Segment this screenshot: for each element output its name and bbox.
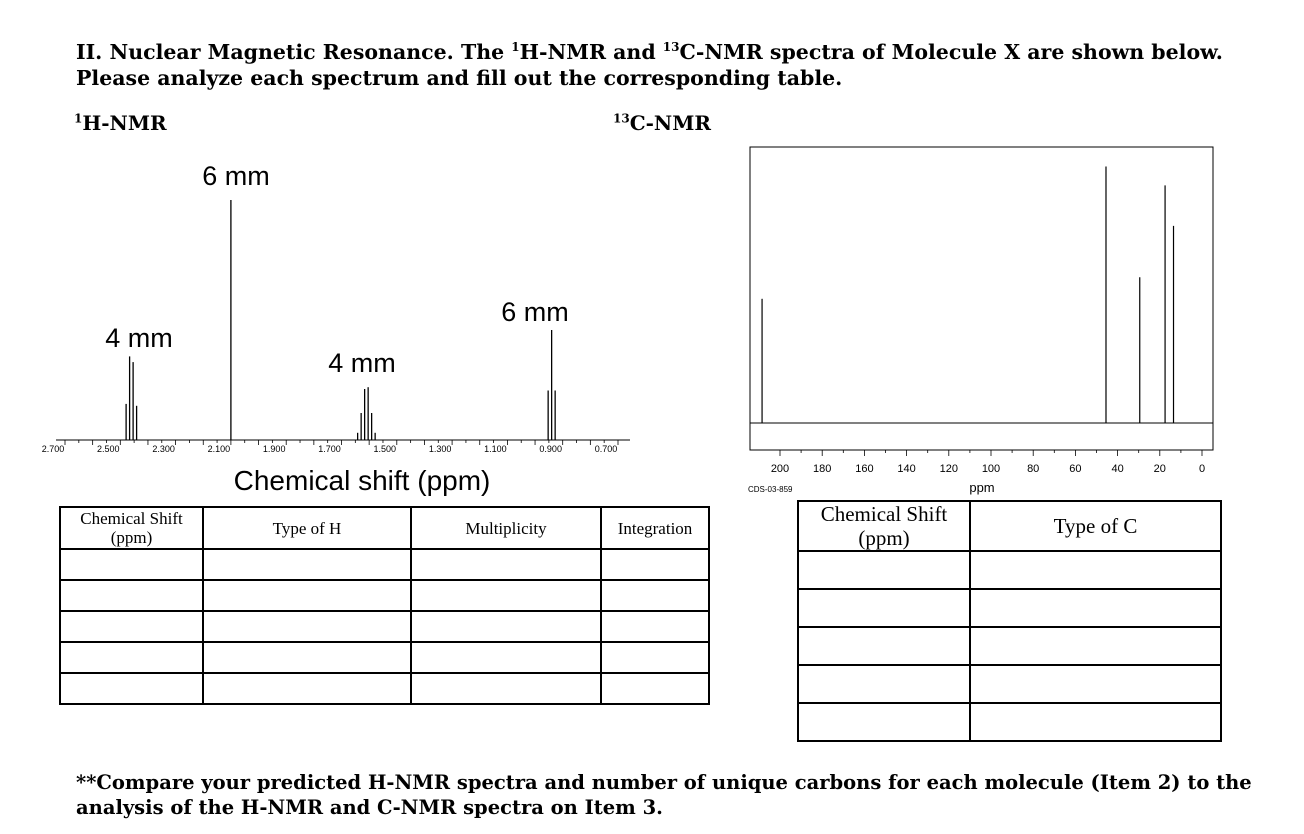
heading-line2: Please analyze each spectrum and fill out the corresponding table. [76, 65, 843, 90]
table-cell[interactable] [798, 665, 970, 703]
question-heading [76, 34, 1256, 91]
table-cell[interactable] [411, 549, 601, 580]
c-col-shift: Chemical Shift (ppm) [798, 501, 970, 551]
table-cell[interactable] [970, 589, 1221, 627]
c-x-axis-label: ppm [969, 480, 995, 495]
h-nmr-spectrum [41, 140, 690, 500]
table-cell[interactable] [798, 551, 970, 589]
table-cell[interactable] [203, 642, 411, 673]
table-cell[interactable] [601, 673, 709, 704]
h-col-shift: Chemical Shift (ppm) [60, 507, 203, 549]
c-tick-label: 0 [1198, 463, 1206, 475]
table-cell[interactable] [970, 703, 1221, 741]
table-cell[interactable] [970, 551, 1221, 589]
table-cell[interactable] [411, 580, 601, 611]
h-tick-label: 2.100 [207, 444, 231, 454]
c-tick-label: 40 [1111, 463, 1124, 475]
table-cell[interactable] [411, 673, 601, 704]
h-col-type: Type of H [203, 507, 411, 549]
table-cell[interactable] [601, 611, 709, 642]
table-row [798, 589, 1221, 627]
h-tick-label: 2.300 [152, 444, 175, 454]
c-nmr-spectrum [740, 140, 1220, 500]
h-table-header [60, 507, 709, 549]
table-cell[interactable] [60, 549, 203, 580]
table-row [60, 580, 709, 611]
table-cell[interactable] [798, 589, 970, 627]
table-cell[interactable] [60, 673, 203, 704]
footer-note: **Compare your predicted H-NMR spectra and number of unique carbons for each molecule (Item 2) to the analysis of the H-NMR and C-NMR spectra on Item 3. [76, 771, 1252, 819]
c-tick-label: 20 [1153, 463, 1166, 475]
table-row [798, 665, 1221, 703]
table-row [60, 611, 709, 642]
c-tick-label: 140 [897, 463, 916, 475]
table-cell[interactable] [970, 665, 1221, 703]
table-cell[interactable] [601, 642, 709, 673]
h-tick-label: 1.500 [373, 444, 397, 454]
h-annotation-4: 6 mm [501, 297, 569, 327]
table-row [60, 642, 709, 673]
h-tick-label: 1.700 [318, 444, 341, 454]
h-col-multiplicity: Multiplicity [411, 507, 601, 549]
table-row [798, 627, 1221, 665]
h-tick-label: 0.700 [594, 444, 618, 454]
c-tick-label: 200 [770, 463, 790, 475]
table-cell[interactable] [411, 611, 601, 642]
c-tick-label: 60 [1069, 463, 1082, 475]
table-row [798, 551, 1221, 589]
c-tick-label: 120 [939, 463, 958, 475]
c-tick-label: 160 [855, 463, 874, 475]
h-tick-label: 0.900 [539, 444, 562, 454]
table-row [60, 673, 709, 704]
table-cell[interactable] [203, 673, 411, 704]
h-col-integration: Integration [601, 507, 709, 549]
c-code-label: CDS-03-859 [748, 485, 793, 494]
h-annotation-2: 4 mm [105, 323, 173, 353]
h-tick-label: 1.100 [484, 444, 507, 454]
h-tick-label: 1.300 [428, 444, 452, 454]
c-col-type: Type of C [970, 501, 1221, 551]
table-cell[interactable] [60, 642, 203, 673]
h-tick-label: 1.900 [262, 444, 286, 454]
table-row [60, 549, 709, 580]
h-tick-label: 2.500 [97, 444, 120, 454]
table-cell[interactable] [601, 549, 709, 580]
table-cell[interactable] [970, 627, 1221, 665]
c-tick-label: 100 [981, 463, 1001, 475]
table-cell[interactable] [798, 627, 970, 665]
h-annotation-1: 6 mm [202, 161, 270, 191]
table-cell[interactable] [203, 611, 411, 642]
table-cell[interactable] [203, 549, 411, 580]
table-cell[interactable] [60, 611, 203, 642]
h-x-axis-label: Chemical shift (ppm) [233, 465, 491, 496]
h-annotation-3: 4 mm [328, 348, 396, 378]
c-nmr-table [797, 500, 1222, 742]
c-plot-frame [750, 147, 1213, 450]
table-cell[interactable] [60, 580, 203, 611]
h-tick-label: 2.700 [41, 444, 65, 454]
c-tick-label: 80 [1027, 463, 1040, 475]
table-cell[interactable] [411, 642, 601, 673]
table-cell[interactable] [601, 580, 709, 611]
heading-line1: II. Nuclear Magnetic Resonance. The $^1$H-NMR and $^{13}$C-NMR spectra of Molecule X are shown below. [76, 39, 1223, 64]
h-nmr-table [59, 506, 710, 705]
table-row [798, 703, 1221, 741]
h-nmr-label: $^1$H-NMR [74, 111, 167, 135]
table-cell[interactable] [203, 580, 411, 611]
table-cell[interactable] [798, 703, 970, 741]
c-table-header [798, 501, 1221, 551]
c-nmr-label: $^{13}$C-NMR [613, 111, 711, 135]
c-tick-label: 180 [813, 463, 832, 475]
